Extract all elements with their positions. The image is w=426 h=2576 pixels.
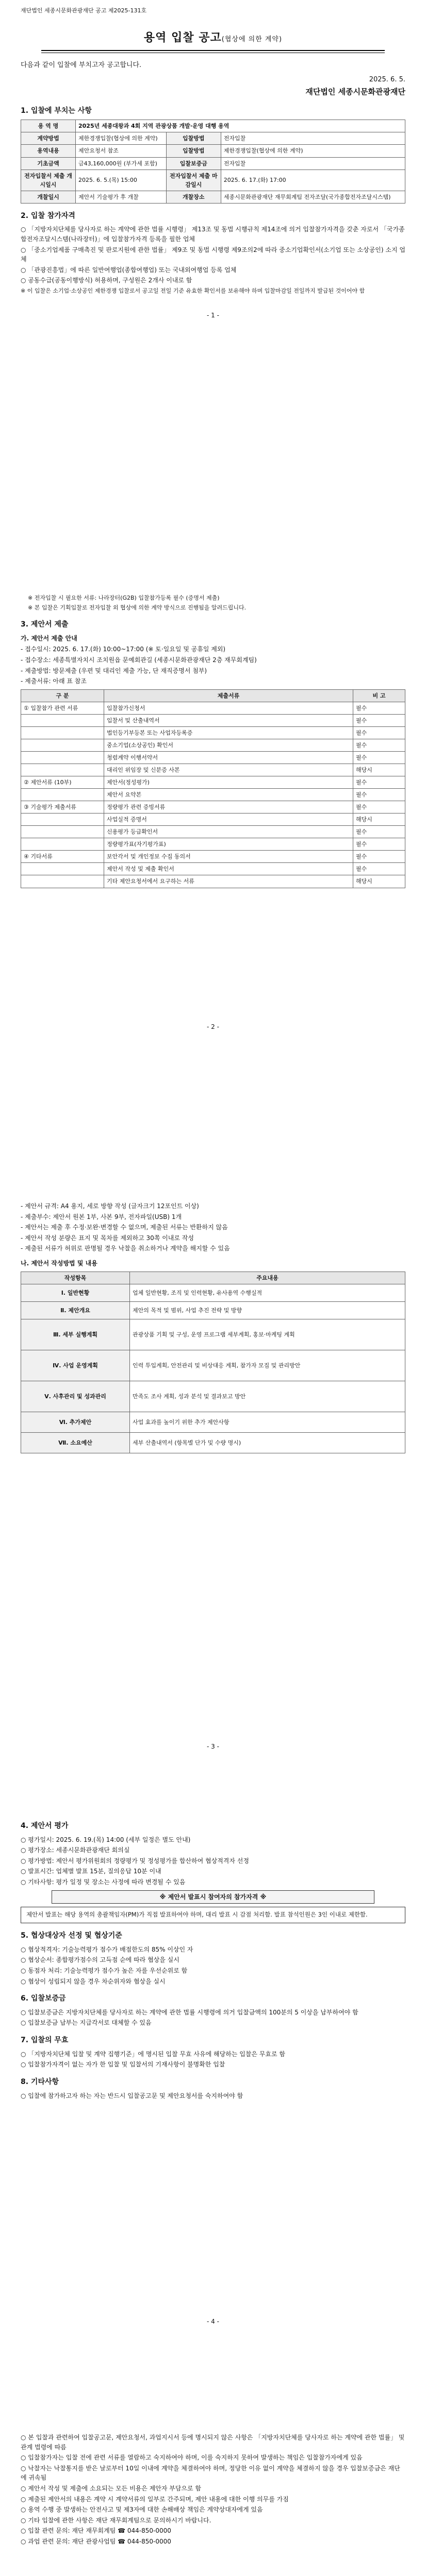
table-row: 중소기업(소상공인) 확인서 필수	[21, 739, 405, 751]
table-row: 입찰서 및 산출내역서 필수	[21, 714, 405, 726]
notice-date: 2025. 6. 5.	[369, 76, 405, 84]
list-item: ○ 공동수급(공동이행방식) 허용하며, 구성원은 2개사 이내로 함	[21, 277, 192, 284]
subsection-heading: 가. 제안서 제출 안내	[21, 634, 77, 642]
list-item: ○ 기타사항: 평가 일정 및 장소는 사정에 따라 변경될 수 있음	[21, 1878, 186, 1886]
section-5-heading: 5. 협상대상자 선정 및 협상기준	[21, 1931, 122, 1940]
list-item: - 접수일시: 2025. 6. 17.(화) 10:00~17:00 (※ 토·일요일 및 공휴일 제외)	[21, 646, 226, 653]
section-3-heading: 3. 제안서 제출	[21, 620, 69, 629]
intro-text: 다음과 같이 입찰에 부치고자 공고합니다.	[21, 61, 142, 70]
list-item: ○ 입찰에 참가하고자 하는 자는 반드시 입찰공고문 및 제안요청서를 숙지하여야 함	[21, 2092, 243, 2099]
notice-number: 재단법인 세종시문화관광재단 공고 제2025-131호	[21, 7, 147, 14]
table-value: 제한경쟁입찰(협상에 의한 계약)	[76, 132, 167, 145]
presenter-box: 제안서 발표는 해당 용역의 총괄책임자(PM)가 직접 발표하여야 하며, 대리 발표 시 감점 처리함. 발표 참석인원은 3인 이내로 제한함.	[21, 1907, 405, 1923]
table-row: ③ 기술평가 제출서류 정량평가 관련 증빙서류 필수	[21, 801, 405, 814]
table-label: 입찰방법	[166, 132, 221, 145]
table-row: Ⅲ. 세부 실행계획 관광상품 기획 및 구성, 운영 프로그램 세부계획, 홍보·마케팅 계획	[21, 1319, 405, 1350]
list-item: - 제출서류: 아래 표 참조	[21, 677, 87, 685]
list-item: - 제출방법: 방문제출 (우편 및 대리인 제출 가능, 단 재직증명서 첨부)	[21, 667, 207, 674]
list-item: ○ 입찰보증금은 지방자치단체를 당사자로 하는 계약에 관한 법률 시행령에 의거 입찰금액의 100분의 5 이상을 납부하여야 함	[21, 2008, 358, 2016]
column-header: 제출서류	[104, 689, 353, 702]
list-item: ○ 낙찰자는 낙찰통지를 받은 날로부터 10일 이내에 계약을 체결하여야 하며, 정당한 이유 없이 계약을 체결하지 않을 경우 입찰보증금은 재단에 귀속됨	[21, 2464, 400, 2482]
title-block	[21, 29, 405, 47]
table-row	[21, 157, 405, 170]
final-notes-list	[21, 2433, 405, 2547]
column-header: 비 고	[353, 689, 405, 702]
list-item: ○ 평가일시: 2025. 6. 19.(목) 14:00 (세부 일정은 별도 안내)	[21, 1836, 191, 1843]
issuer-name: 재단법인 세종시문화관광재단	[305, 87, 405, 97]
presenter-box-title: ※ 제안서 발표시 참여자의 참가자격 ※	[52, 1890, 374, 1904]
title-text: 용역 입찰 공고	[143, 31, 222, 45]
table-label: 개찰장소	[166, 191, 221, 203]
bid-info-table	[21, 120, 405, 203]
list-item: - 제안서 작성 분량은 표지 및 목차를 제외하고 30쪽 이내로 작성	[21, 1234, 194, 1242]
table-row: Ⅶ. 소요예산 세부 산출내역서 (항목별 단가 및 수량 명시)	[21, 1432, 405, 1453]
table-label: 계약방법	[21, 132, 76, 145]
title-subtext: (협상에 의한 계약)	[221, 36, 283, 44]
list-item: ○ 「지방자치단체를 당사자로 하는 계약에 관한 법률 시행령」 제13조 및 동법 시행규칙 제14조에 의거 입찰참가자격을 갖춘 자로서 「국가종합전자조달시스템(나라장터)」에 입찰참가자격 등록을 필한 업체	[21, 226, 405, 243]
table-row: ② 제안서류 (10부) 제안서(정성평가) 필수	[21, 776, 405, 789]
table-value: 2025. 6. 17.(화) 17:00	[221, 170, 405, 191]
table-row	[21, 132, 405, 145]
evaluation-list	[21, 1835, 405, 1887]
list-item: ○ 입찰참가자격이 없는 자가 한 입찰 및 입찰서의 기재사항이 불명확한 입찰	[21, 2061, 225, 2069]
note-text: ※ 본 입찰은 기획입찰로 전자입찰 외 협상에 의한 계약 방식으로 진행됨을 알려드립니다.	[28, 604, 247, 612]
table-row: 제안서 작성 및 제출 확인서 필수	[21, 863, 405, 875]
section-7-heading: 7. 입찰의 무효	[21, 2036, 69, 2044]
list-item: ○ 용역 수행 중 발생하는 안전사고 및 제3자에 대한 손해배상 책임은 계약상대자에게 있음	[21, 2506, 263, 2514]
page-number: - 2 -	[207, 1023, 219, 1030]
table-row	[21, 170, 405, 191]
table-row: Ⅱ. 제안개요 제안의 목적 및 범위, 사업 추진 전략 및 방향	[21, 1301, 405, 1319]
table-row: 사업실적 증명서 해당시	[21, 814, 405, 826]
subsection-heading: 나. 제안서 작성방법 및 내용	[21, 1259, 97, 1267]
column-header: 주요내용	[130, 1272, 405, 1284]
list-item: - 접수장소: 세종특별자치시 조치원읍 문예회관길 (세종시문화관광재단 2층 재무회계팀)	[21, 656, 257, 664]
table-label: 전자입찰서 제출 마감일시	[166, 170, 221, 191]
format-list	[21, 1201, 405, 1253]
section-4-heading: 4. 제안서 평가	[21, 1822, 69, 1830]
document-page-1	[0, 6, 426, 328]
page-number: - 3 -	[207, 1742, 219, 1750]
table-row: ④ 기타서류 보안각서 및 개인정보 수집 동의서 필수	[21, 851, 405, 863]
table-value: 전자입찰	[221, 157, 405, 170]
table-label: 입찰방법	[166, 145, 221, 157]
table-row: Ⅴ. 사후관리 및 성과관리 만족도 조사 계획, 성과 분석 및 결과보고 방안	[21, 1381, 405, 1412]
column-header: 구 분	[21, 689, 104, 702]
misc-list	[21, 2091, 405, 2101]
list-item: ○ 동점자 처리: 기술능력평가 점수가 높은 자를 우선순위로 함	[21, 1967, 188, 1974]
document-page-4	[0, 1814, 426, 2334]
section-6-heading: 6. 입찰보증금	[21, 1994, 66, 2003]
table-label: 개찰일시	[21, 191, 76, 203]
table-value: 세종시문화관광재단 재무회계팀 전자조달(국가종합전자조달시스템)	[221, 191, 405, 203]
table-header-row	[21, 689, 405, 702]
list-item: ○ 「관광진흥법」에 따른 일반여행업(종합여행업) 또는 국내외여행업 등록 업체	[21, 266, 237, 274]
table-value: 금43,160,000원 (부가세 포함)	[76, 157, 167, 170]
list-item: ○ 평가방법: 제안서 평가위원회의 정량평가 및 정성평가를 합산하여 협상적격자 선정	[21, 1857, 249, 1865]
table-value: 2025년 세종대왕과 4회 지역 관광상품 개발·운영 대행 용역	[76, 120, 405, 132]
table-label: 전자입찰서 제출 개시일시	[21, 170, 76, 191]
document-page-2	[0, 592, 426, 1039]
table-row	[21, 145, 405, 157]
list-item: ○ 「지방자치단체 입찰 및 계약 집행기준」에 명시된 입찰 무효 사유에 해당하는 입찰은 무효로 함	[21, 2050, 285, 2058]
documents-table	[21, 689, 405, 888]
document-page-5	[0, 2432, 426, 2576]
table-label: 용역내용	[21, 145, 76, 157]
list-item: ○ 발표시간: 업체별 발표 15분, 질의응답 10분 이내	[21, 1868, 161, 1875]
note-text: ※ 전자입찰 시 필요한 서류: 나라장터(G2B) 입찰참가등록 필수 (증명서 제출)	[28, 595, 220, 601]
table-row: 기타 제안요청서에서 요구하는 서류 해당시	[21, 875, 405, 888]
table-row: Ⅰ. 일반현황 업체 일반현황, 조직 및 인력현황, 유사용역 수행실적	[21, 1284, 405, 1301]
column-header: 작성항목	[21, 1272, 130, 1284]
title-underline	[41, 50, 385, 53]
table-value: 전자입찰	[221, 132, 405, 145]
proposal-contents-table	[21, 1272, 405, 1453]
list-item: - 제출부수: 제안서 원본 1부, 사본 9부, 전자파일(USB) 1개	[21, 1213, 182, 1221]
eligibility-list	[21, 225, 405, 295]
list-item: ○ 「중소기업제품 구매촉진 및 판로지원에 관한 법률」 제9조 및 동법 시행령 제9조의2에 따라 중소기업확인서(소기업 또는 소상공인) 소지 업체	[21, 246, 405, 263]
list-item: ○ 평가장소: 세종시문화관광재단 회의실	[21, 1846, 130, 1854]
table-header-row	[21, 1272, 405, 1284]
section-2-heading: 2. 입찰 참가자격	[21, 211, 75, 220]
list-item: - 제안서 규격: A4 용지, 세로 방향 작성 (글자크기 12포인트 이상)	[21, 1202, 199, 1210]
submission-list	[21, 645, 405, 686]
list-item: ○ 협상적격자: 기술능력평가 점수가 배점한도의 85% 이상인 자	[21, 1945, 193, 1953]
table-row: Ⅵ. 추가제안 사업 효과를 높이기 위한 추가 제안사항	[21, 1412, 405, 1432]
table-value: 2025. 6. 5.(목) 15:00	[76, 170, 167, 191]
list-item: ○ 제안서 작성 및 제출에 소요되는 모든 비용은 제안자 부담으로 함	[21, 2484, 202, 2492]
negotiation-list	[21, 1945, 405, 1986]
list-item: ○ 입찰 관련 문의: 재단 재무회계팀 ☎ 044-850-0000	[21, 2527, 171, 2535]
list-item: - 제안서는 제출 후 수정·보완·변경할 수 없으며, 제출된 서류는 반환하지 않음	[21, 1224, 228, 1231]
table-row: 신용평가 등급확인서 필수	[21, 826, 405, 838]
page-number: - 1 -	[207, 311, 219, 319]
table-value: 제안서 기술평가 후 개찰	[76, 191, 167, 203]
list-item: ○ 협상이 성립되지 않을 경우 차순위자와 협상을 실시	[21, 1977, 166, 1985]
table-row: 제안서 요약본 필수	[21, 789, 405, 801]
table-label: 용 역 명	[21, 120, 76, 132]
table-value: 제한경쟁입찰(협상에 의한 계약)	[221, 145, 405, 157]
table-row: 법인등기부등본 또는 사업자등록증 필수	[21, 726, 405, 739]
table-row: ① 입찰참가 관련 서류 입찰참가신청서 필수	[21, 702, 405, 714]
table-row	[21, 191, 405, 203]
table-row: 청렴계약 이행서약서 필수	[21, 751, 405, 764]
list-item: ○ 입찰보증금 납부는 지급각서로 대체할 수 있음	[21, 2019, 152, 2027]
table-row: 정량평가표(자기평가표) 필수	[21, 838, 405, 851]
section-8-heading: 8. 기타사항	[21, 2077, 59, 2086]
table-row: Ⅳ. 사업 운영계획 인력 투입계획, 안전관리 및 비상대응 계획, 참가자 모집 및 관리방안	[21, 1350, 405, 1381]
section-1-heading: 1. 입찰에 부치는 사항	[21, 106, 92, 115]
deposit-list	[21, 2008, 405, 2028]
list-item: ○ 본 입찰과 관련하여 입찰공고문, 제안요청서, 과업지시서 등에 명시되지 않은 사항은 「지방자치단체를 당사자로 하는 계약에 관한 법률」 및 관계 법령에 따름	[21, 2434, 405, 2451]
list-note: ※ 이 입찰은 소기업·소상공인 제한경쟁 입찰로서 공고일 전일 기준 유효한 확인서를 보유해야 하며 입찰마감일 전일까지 발급된 것이어야 함	[21, 287, 365, 294]
invalid-list	[21, 2049, 405, 2070]
table-value: 제안요청서 참조	[76, 145, 167, 157]
list-item: ○ 과업 관련 문의: 재단 관광사업팀 ☎ 044-850-0000	[21, 2537, 171, 2545]
document-page-3	[0, 1200, 426, 1758]
list-item: ○ 기타 입찰에 관한 사항은 재단 재무회계팀으로 문의하시기 바랍니다.	[21, 2516, 211, 2524]
table-label: 기초금액	[21, 157, 76, 170]
table-row	[21, 120, 405, 132]
table-row: 대리인 위임장 및 신분증 사본 해당시	[21, 764, 405, 776]
list-item: ○ 입찰참가자는 입찰 전에 관련 서류를 열람하고 숙지하여야 하며, 이를 숙지하지 못하여 발생하는 책임은 입찰참가자에게 있음	[21, 2454, 363, 2462]
list-item: ○ 제출된 제안서의 내용은 계약 시 계약서류의 일부로 간주되며, 제안 내용에 대한 이행 의무를 가짐	[21, 2495, 289, 2503]
page-number: - 4 -	[207, 2318, 219, 2326]
document-title	[144, 29, 282, 47]
list-item: ○ 협상순서: 종합평가점수의 고득점 순에 따라 협상을 실시	[21, 1956, 179, 1964]
table-label: 입찰보증금	[166, 157, 221, 170]
list-item: - 제출된 서류가 허위로 판명될 경우 낙찰을 취소하거나 계약을 해지할 수 있음	[21, 1245, 230, 1252]
